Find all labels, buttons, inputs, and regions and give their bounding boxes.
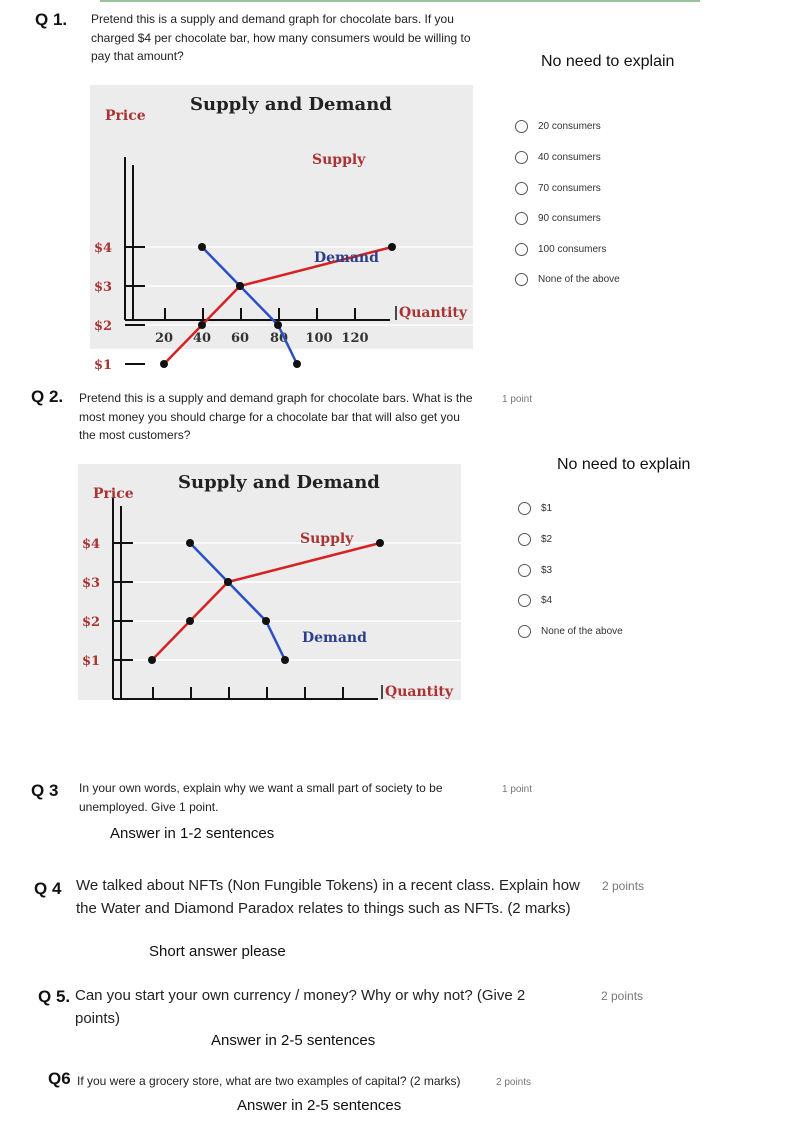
option-label: $3 bbox=[541, 564, 553, 576]
x-tick-label: 60 bbox=[230, 331, 250, 346]
q2-points: 1 point bbox=[502, 394, 533, 405]
radio-button[interactable] bbox=[515, 273, 528, 286]
x-tick-label: 40 bbox=[192, 331, 212, 346]
demand-point bbox=[274, 321, 282, 329]
q3-text-line: unemployed. Give 1 point. bbox=[79, 799, 219, 814]
q5-text-line: points) bbox=[75, 1010, 121, 1027]
q1-option[interactable] bbox=[515, 210, 715, 226]
demand-point bbox=[186, 539, 194, 547]
q6-answer-hint[interactable]: Answer in 2-5 sentences bbox=[237, 1097, 402, 1114]
radio-button[interactable] bbox=[515, 212, 528, 225]
demand-label: Demand bbox=[314, 250, 379, 266]
chart-title: Supply and Demand bbox=[190, 94, 392, 115]
q5-label: Q 5. bbox=[38, 987, 71, 1006]
q2-option[interactable] bbox=[518, 531, 718, 547]
radio-button[interactable] bbox=[515, 243, 528, 256]
q4-text-line: We talked about NFTs (Non Fungible Tokens) in a recent class. Explain how bbox=[76, 877, 580, 894]
q3-text bbox=[79, 779, 443, 816]
q4-text-line: the Water and Diamond Paradox relates to things such as NFTs. (2 marks) bbox=[76, 900, 571, 917]
q2-option[interactable] bbox=[518, 500, 718, 516]
demand-point bbox=[281, 656, 289, 664]
y-tick-label: $2 bbox=[81, 615, 101, 630]
top-border bbox=[100, 0, 700, 2]
q2-text-line: the most customers? bbox=[79, 428, 191, 442]
supply-point bbox=[388, 243, 396, 251]
option-label: 20 consumers bbox=[538, 120, 601, 132]
option-label: 100 consumers bbox=[538, 243, 607, 255]
y-tick-label: $1 bbox=[81, 654, 101, 669]
q6-label: Q6 bbox=[48, 1069, 71, 1088]
x-tick-label: 120 bbox=[341, 331, 369, 346]
radio-button[interactable] bbox=[518, 502, 531, 515]
q2-option[interactable] bbox=[518, 562, 718, 578]
q5-points: 2 points bbox=[601, 989, 644, 1003]
option-label: $1 bbox=[541, 502, 553, 514]
q1-text bbox=[91, 10, 471, 66]
y-tick-label: $3 bbox=[81, 576, 101, 591]
option-label: $4 bbox=[541, 594, 553, 606]
q1-chart bbox=[90, 85, 473, 373]
q1-text-line: Pretend this is a supply and demand graph for chocolate bars. If you bbox=[91, 12, 454, 26]
radio-button[interactable] bbox=[518, 564, 531, 577]
option-label: None of the above bbox=[538, 273, 620, 285]
y-tick-label: $3 bbox=[93, 280, 113, 295]
demand-label: Demand bbox=[302, 630, 367, 646]
y-axis-label: Price bbox=[105, 108, 146, 124]
option-label: $2 bbox=[541, 533, 553, 545]
y-axis-label: Price bbox=[93, 486, 134, 502]
q2-note: No need to explain bbox=[557, 456, 691, 473]
x-axis-label: Quantity bbox=[385, 684, 454, 700]
supply-point bbox=[148, 656, 156, 664]
q1-option[interactable] bbox=[515, 271, 715, 287]
x-tick-label: 80 bbox=[269, 331, 289, 346]
radio-button[interactable] bbox=[518, 625, 531, 638]
q1-option[interactable] bbox=[515, 241, 715, 257]
option-label: None of the above bbox=[541, 625, 623, 637]
q1-option[interactable] bbox=[515, 180, 715, 196]
supply-label: Supply bbox=[300, 531, 354, 547]
y-tick-label: $2 bbox=[93, 319, 113, 334]
demand-point bbox=[236, 282, 244, 290]
radio-button[interactable] bbox=[515, 182, 528, 195]
x-tick-label: 20 bbox=[154, 331, 174, 346]
q2-text-line: most money you should charge for a chocolate bar that will also get you bbox=[79, 409, 460, 424]
q2-text-line: Pretend this is a supply and demand graph for chocolate bars. What is the bbox=[79, 391, 473, 405]
q2-label: Q 2. bbox=[31, 387, 64, 406]
demand-point bbox=[262, 617, 270, 625]
q3-text-line: In your own words, explain why we want a small part of society to be bbox=[79, 781, 443, 795]
x-axis-label: Quantity bbox=[399, 305, 468, 321]
q1-option[interactable] bbox=[515, 118, 715, 134]
q1-text-line: charged $4 per chocolate bar, how many consumers would be willing to bbox=[91, 30, 471, 45]
chart-title: Supply and Demand bbox=[178, 472, 380, 493]
q4-label: Q 4 bbox=[34, 879, 62, 898]
q1-text-line: pay that amount? bbox=[91, 49, 184, 63]
supply-point bbox=[376, 539, 384, 547]
q6-text: If you were a grocery store, what are two examples of capital? (2 marks) bbox=[77, 1074, 461, 1088]
supply-point bbox=[186, 617, 194, 625]
q1-note: No need to explain bbox=[541, 53, 675, 70]
radio-button[interactable] bbox=[518, 594, 531, 607]
radio-button[interactable] bbox=[515, 151, 528, 164]
demand-line bbox=[202, 247, 297, 364]
q2-text bbox=[79, 389, 473, 445]
q6-points: 2 points bbox=[496, 1077, 532, 1088]
demand-point bbox=[198, 243, 206, 251]
option-label: 40 consumers bbox=[538, 151, 601, 163]
supply-label: Supply bbox=[312, 152, 366, 168]
q3-answer-hint[interactable]: Answer in 1-2 sentences bbox=[110, 825, 275, 842]
q2-option[interactable] bbox=[518, 592, 718, 608]
supply-point bbox=[198, 321, 206, 329]
q4-points: 2 points bbox=[602, 879, 645, 893]
option-label: 70 consumers bbox=[538, 182, 601, 194]
q3-label: Q 3 bbox=[31, 781, 59, 800]
q5-text-line: Can you start your own currency / money? Why or why not? (Give 2 bbox=[75, 987, 526, 1004]
q5-answer-hint[interactable]: Answer in 2-5 sentences bbox=[211, 1032, 376, 1049]
demand-point bbox=[293, 360, 301, 368]
q1-label: Q 1. bbox=[35, 10, 68, 29]
y-tick-label: $4 bbox=[93, 241, 113, 256]
demand-line bbox=[190, 543, 285, 660]
y-tick-label: $4 bbox=[81, 537, 101, 552]
q2-option[interactable] bbox=[518, 623, 718, 639]
radio-button[interactable] bbox=[518, 533, 531, 546]
q4-text bbox=[76, 874, 580, 920]
q2-chart bbox=[78, 464, 461, 700]
q3-points: 1 point bbox=[502, 784, 533, 795]
q4-answer-hint[interactable]: Short answer please bbox=[149, 943, 286, 960]
q1-chart-svg bbox=[90, 85, 473, 373]
demand-point bbox=[224, 578, 232, 586]
x-tick-label: 100 bbox=[305, 331, 333, 346]
q1-option[interactable] bbox=[515, 149, 715, 165]
y-tick-label: $1 bbox=[93, 358, 113, 373]
q5-text bbox=[75, 984, 525, 1030]
q2-chart-svg bbox=[78, 464, 461, 700]
radio-button[interactable] bbox=[515, 120, 528, 133]
supply-point bbox=[160, 360, 168, 368]
option-label: 90 consumers bbox=[538, 212, 601, 224]
